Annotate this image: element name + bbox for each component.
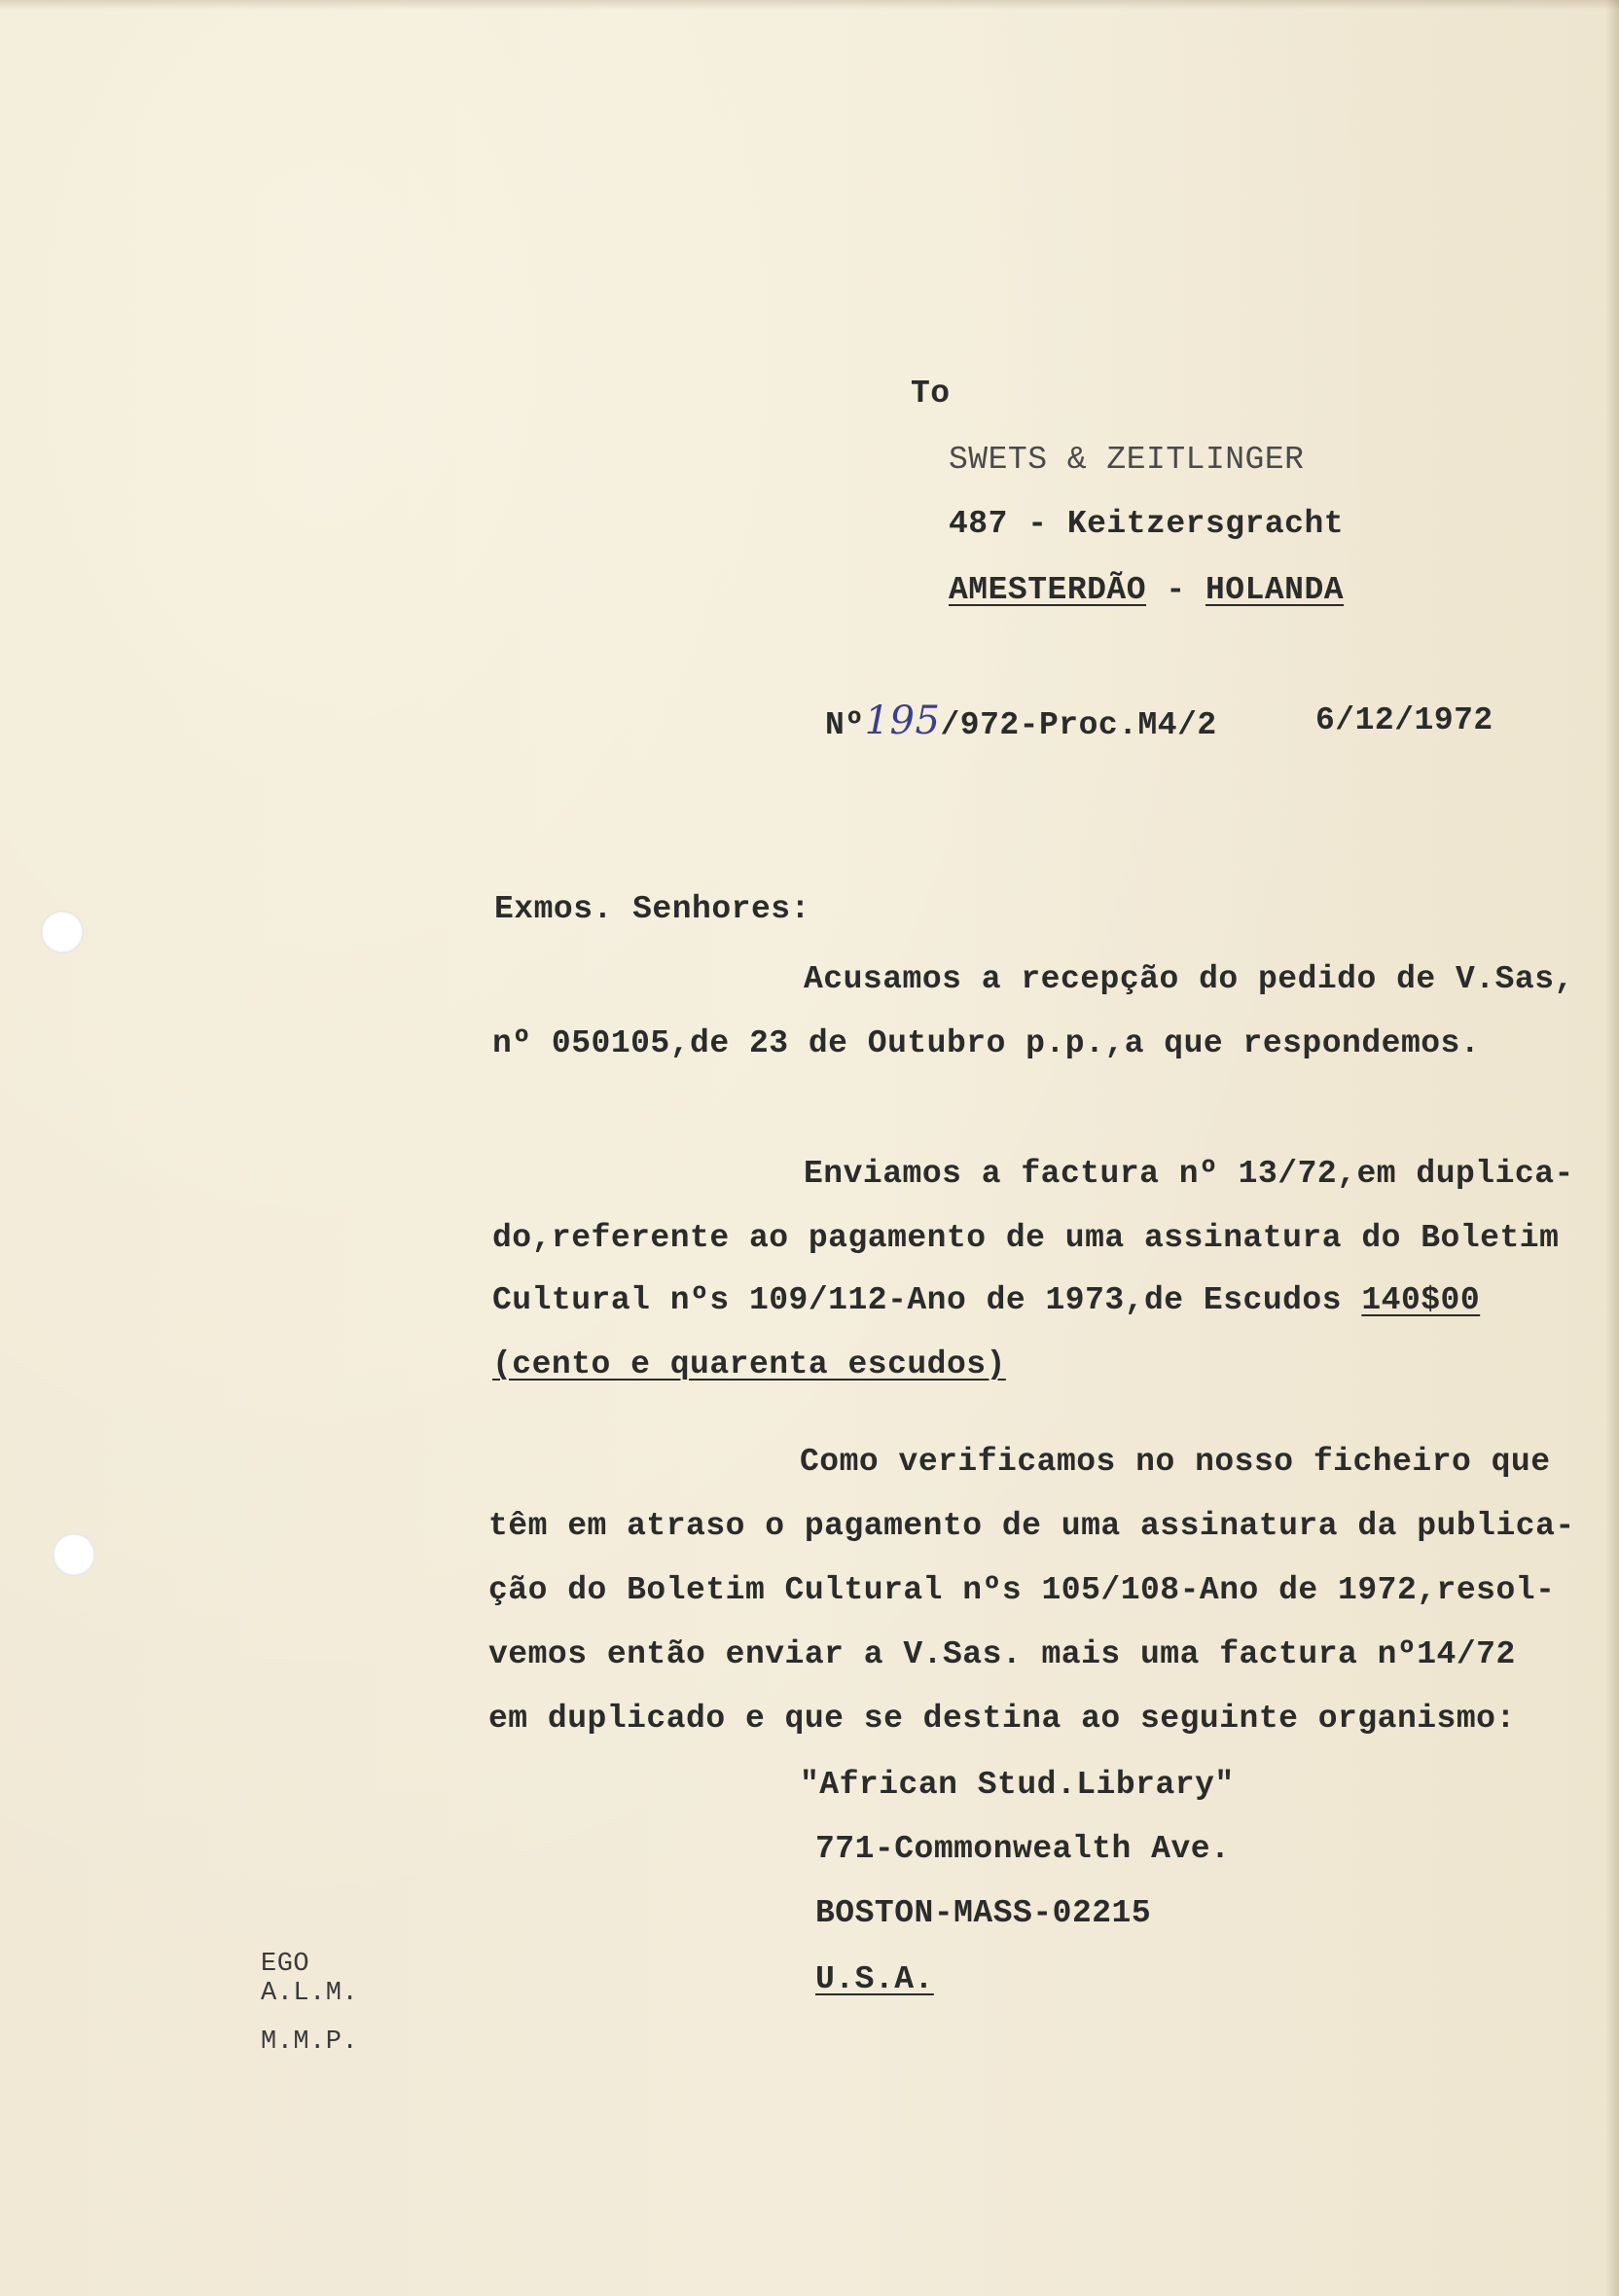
salutation: Exmos. Senhores: bbox=[494, 891, 810, 927]
paper-right-edge bbox=[1605, 0, 1619, 2296]
paper-top-edge bbox=[0, 0, 1619, 10]
para2-line3-text: Cultural nºs 109/112-Ano de 1973,de Escudos bbox=[492, 1282, 1362, 1318]
addressee-separator: - bbox=[1146, 572, 1205, 608]
para2-line2: do,referente ao pagamento de uma assinatura do Boletim bbox=[492, 1220, 1560, 1256]
addressee-city-line bbox=[949, 572, 1344, 608]
organism-country: U.S.A. bbox=[815, 1961, 934, 1997]
initials-alm: A.L.M. bbox=[261, 1979, 359, 2008]
para2-line1: Enviamos a factura nº 13/72,em duplica- bbox=[804, 1156, 1574, 1192]
punch-hole-top bbox=[41, 911, 84, 953]
addressee-name: SWETS & ZEITLINGER bbox=[949, 442, 1305, 478]
reference-line bbox=[825, 699, 1217, 743]
addressee-to: To bbox=[911, 376, 951, 412]
para3-line4: vemos então enviar a V.Sas. mais uma factura nº14/72 bbox=[488, 1636, 1516, 1672]
reference-date: 6/12/1972 bbox=[1315, 702, 1493, 738]
para3-line5: em duplicado e que se destina ao seguinte organismo: bbox=[488, 1701, 1516, 1737]
para3-line1: Como verificamos no nosso ficheiro que bbox=[800, 1444, 1551, 1480]
para2-line3 bbox=[492, 1282, 1480, 1318]
organism-city: BOSTON-MASS-02215 bbox=[815, 1895, 1152, 1931]
addressee-country: HOLANDA bbox=[1205, 572, 1345, 608]
para2-line4: (cento e quarenta escudos) bbox=[492, 1346, 1006, 1382]
para1-line2: nº 050105,de 23 de Outubro p.p.,a que respondemos. bbox=[492, 1025, 1481, 1061]
reference-handwritten-number: 195 bbox=[864, 699, 941, 743]
para3-line2: têm em atraso o pagamento de uma assinatura da publica- bbox=[488, 1508, 1575, 1544]
para3-line3: ção do Boletim Cultural nºs 105/108-Ano de 1972,resol- bbox=[488, 1572, 1556, 1608]
addressee-street: 487 - Keitzersgracht bbox=[949, 506, 1345, 542]
reference-suffix: /972-Proc.M4/2 bbox=[940, 707, 1217, 743]
para1-line1: Acusamos a recepção do pedido de V.Sas, bbox=[804, 961, 1574, 997]
organism-street: 771-Commonwealth Ave. bbox=[815, 1831, 1231, 1867]
punch-hole-bottom bbox=[53, 1533, 95, 1576]
para2-amount: 140$00 bbox=[1361, 1282, 1481, 1318]
organism-name: "African Stud.Library" bbox=[800, 1767, 1235, 1803]
reference-prefix: Nº bbox=[825, 707, 865, 743]
initials-mmp: M.M.P. bbox=[261, 2027, 359, 2057]
addressee-city: AMESTERDÃO bbox=[949, 572, 1147, 608]
initials-ego: EGO bbox=[261, 1950, 310, 1979]
